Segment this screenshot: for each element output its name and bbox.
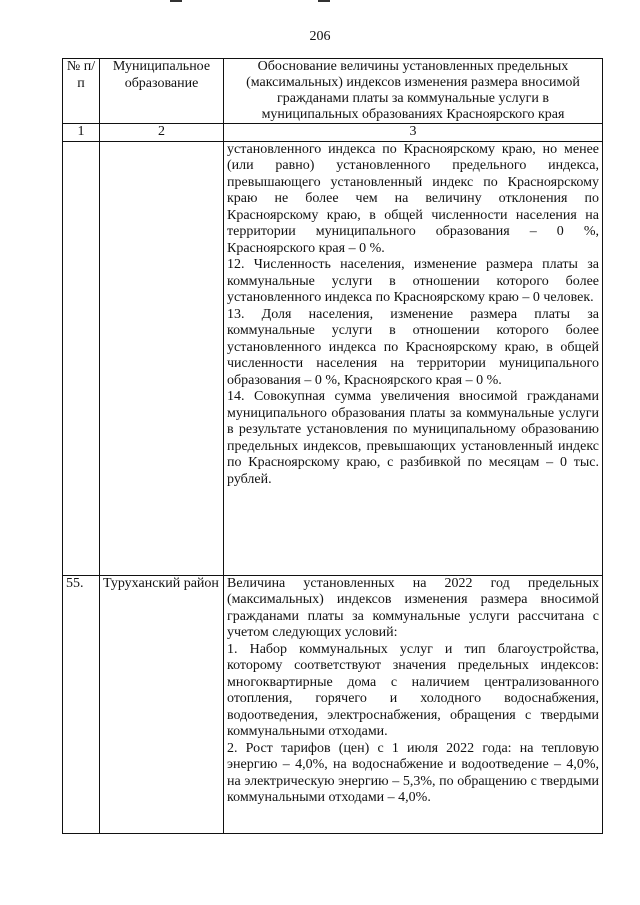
header-municipality: Муниципальное образование [100,59,224,124]
row-municipality: Туруханский район [100,575,224,833]
row-justification [224,575,603,833]
header-justification: Обоснование величины установленных предельных (максимальных) индексов изменения размера вносимой гражданами платы за коммунальные услуги в муниципальных образованиях Красноярского края [224,59,603,124]
table-header-row [63,59,603,124]
paragraph: 2. Рост тарифов (цен) с 1 июля 2022 года: на тепловую энергию – 4,0%, на водоснабжение и водоотведение – 4,0%, на электрическую энергию – 5,3%, по обращению с твердыми коммунальными отходами – 4,0%. [227,740,599,805]
row-municipality [100,141,224,575]
page-number: 206 [309,29,331,44]
paragraph: 12. Численность населения, изменение размера платы за коммунальные услуги в отношении которого более установленного индекса по Красноярскому краю – 0 человек. [227,257,599,305]
header-number: № п/п [63,59,100,124]
table-row [63,141,603,575]
paragraph: Величина установленных на 2022 год предельных (максимальных) индексов изменения размера вносимой гражданами платы за коммунальные услуги рассчитана с учетом следующих условий: [227,575,599,640]
column-number: 1 [63,124,100,142]
scan-mark-right [318,0,330,2]
scan-mark-left [170,0,182,2]
justification-table [62,58,603,834]
paragraph: 1. Набор коммунальных услуг и тип благоустройства, которому соответствуют значения предельных индексов: многоквартирные дома с наличием централизованного отопления, горячего и холодного водоснабжения, водоотведения, электроснабжения, обращения с твердыми коммунальными отходами. [227,641,599,739]
row-number [63,141,100,575]
paragraph: 14. Совокупная сумма увеличения вносимой гражданами муниципального образования платы за коммунальные услуги в результате установления по муниципальному образованию предельных индексов, превышающих установленный индекс по Красноярскому краю, с разбивкой по месяцам – 0 тыс. рублей. [227,389,599,487]
paragraph: установленного индекса по Красноярскому краю, но менее (или равно) установленного предельного индекса, превышающего установленный индекс по Красноярскому краю не более чем на величину отклонения по Красноярскому краю, в общей численности населения на территории муниципального образования – 0 %, Красноярского края – 0 %. [227,141,599,256]
paragraph: 13. Доля населения, изменение размера платы за коммунальные услуги в отношении которого более установленного индекса по Красноярскому краю, в общей численности населения на территории муниципального образования – 0 %, Красноярского края – 0 %. [227,306,599,388]
table-row [63,575,603,833]
column-number: 2 [100,124,224,142]
column-number: 3 [224,124,603,142]
row-number: 55. [63,575,100,833]
row-justification [224,141,603,575]
column-number-row [63,124,603,142]
